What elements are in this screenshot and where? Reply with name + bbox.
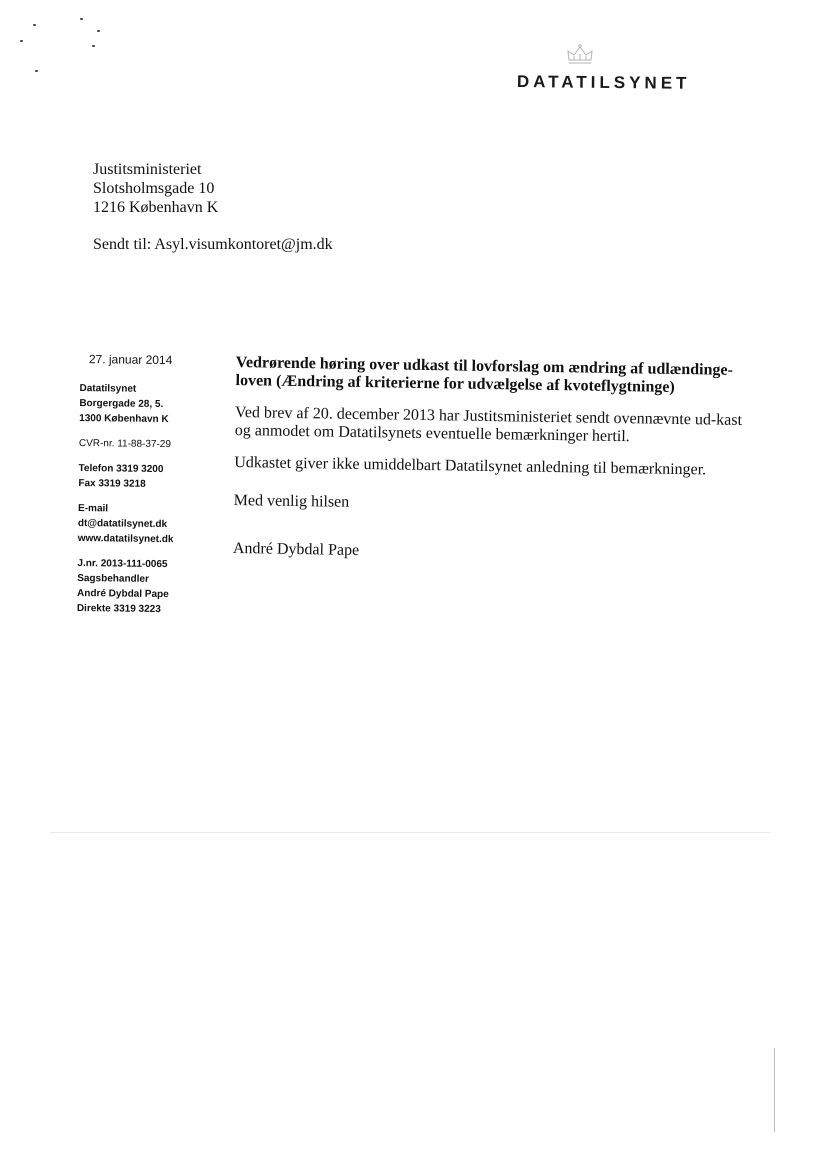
crown-icon <box>566 44 594 66</box>
scan-speck <box>33 24 36 26</box>
contact-block <box>78 501 229 548</box>
scan-speck <box>80 18 83 20</box>
letter-subject: Vedrørende høring over udkast til lovforslag om ændring af udlændinge-loven (Ændring af kriterierne for udvælgelse af kvoteflygtninge) <box>235 354 734 396</box>
brand-wordmark: DATATILSYNET <box>516 72 691 93</box>
caseworker-name: André Dybdal Pape <box>76 587 169 601</box>
scan-speck <box>92 45 95 47</box>
website: www.datatilsynet.dk <box>77 532 174 546</box>
scan-speck <box>35 70 38 72</box>
signature-name: André Dybdal Pape <box>232 539 360 559</box>
recipient-line: Slotsholmsgade 10 <box>93 180 215 197</box>
org-name: Datatilsynet <box>79 382 137 395</box>
letter-body <box>233 354 746 580</box>
letter-paragraph: Udkastet giver ikke umiddelbart Datatilsynet anledning til bemærkninger. <box>234 453 707 479</box>
recipient-address <box>93 160 218 217</box>
cvr-number: CVR-nr. 11-88-37-29 <box>78 437 172 451</box>
scan-fold-line <box>50 832 770 833</box>
email-address: dt@datatilsynet.dk <box>77 517 168 531</box>
cvr-block <box>79 436 229 453</box>
journal-number: J.nr. 2013-111-0065 <box>77 557 168 571</box>
recipient-line: 1216 København K <box>93 199 219 216</box>
sent-to-line: Sendt til: Asyl.visumkontoret@jm.dk <box>93 236 333 253</box>
phone-number: Telefon 3319 3200 <box>78 462 164 476</box>
scan-speck <box>97 30 100 32</box>
org-block <box>79 381 230 428</box>
letter-date: 27. januar 2014 <box>88 352 173 368</box>
caseworker-label: Sagsbehandler <box>77 572 149 585</box>
org-city: 1300 København K <box>79 412 169 426</box>
scan-speck <box>20 40 23 42</box>
letter-paragraph: Ved brev af 20. december 2013 har Justitsministeriet sendt ovennævnte ud-kast og anmodet om Datatilsynets eventuelle bemærkninger hertil. <box>234 403 743 446</box>
closing-greeting: Med venlig hilsen <box>233 491 350 511</box>
direct-phone: Direkte 3319 3223 <box>76 602 161 616</box>
org-street: Borgergade 28, 5. <box>79 397 164 411</box>
scan-edge-line <box>774 1048 775 1132</box>
fax-number: Fax 3319 3218 <box>78 477 146 490</box>
recipient-line: Justitsministeriet <box>93 161 202 178</box>
email-label: E-mail <box>78 502 109 515</box>
sender-sidebar <box>77 352 230 628</box>
phone-block <box>78 461 228 493</box>
case-block <box>77 556 228 618</box>
